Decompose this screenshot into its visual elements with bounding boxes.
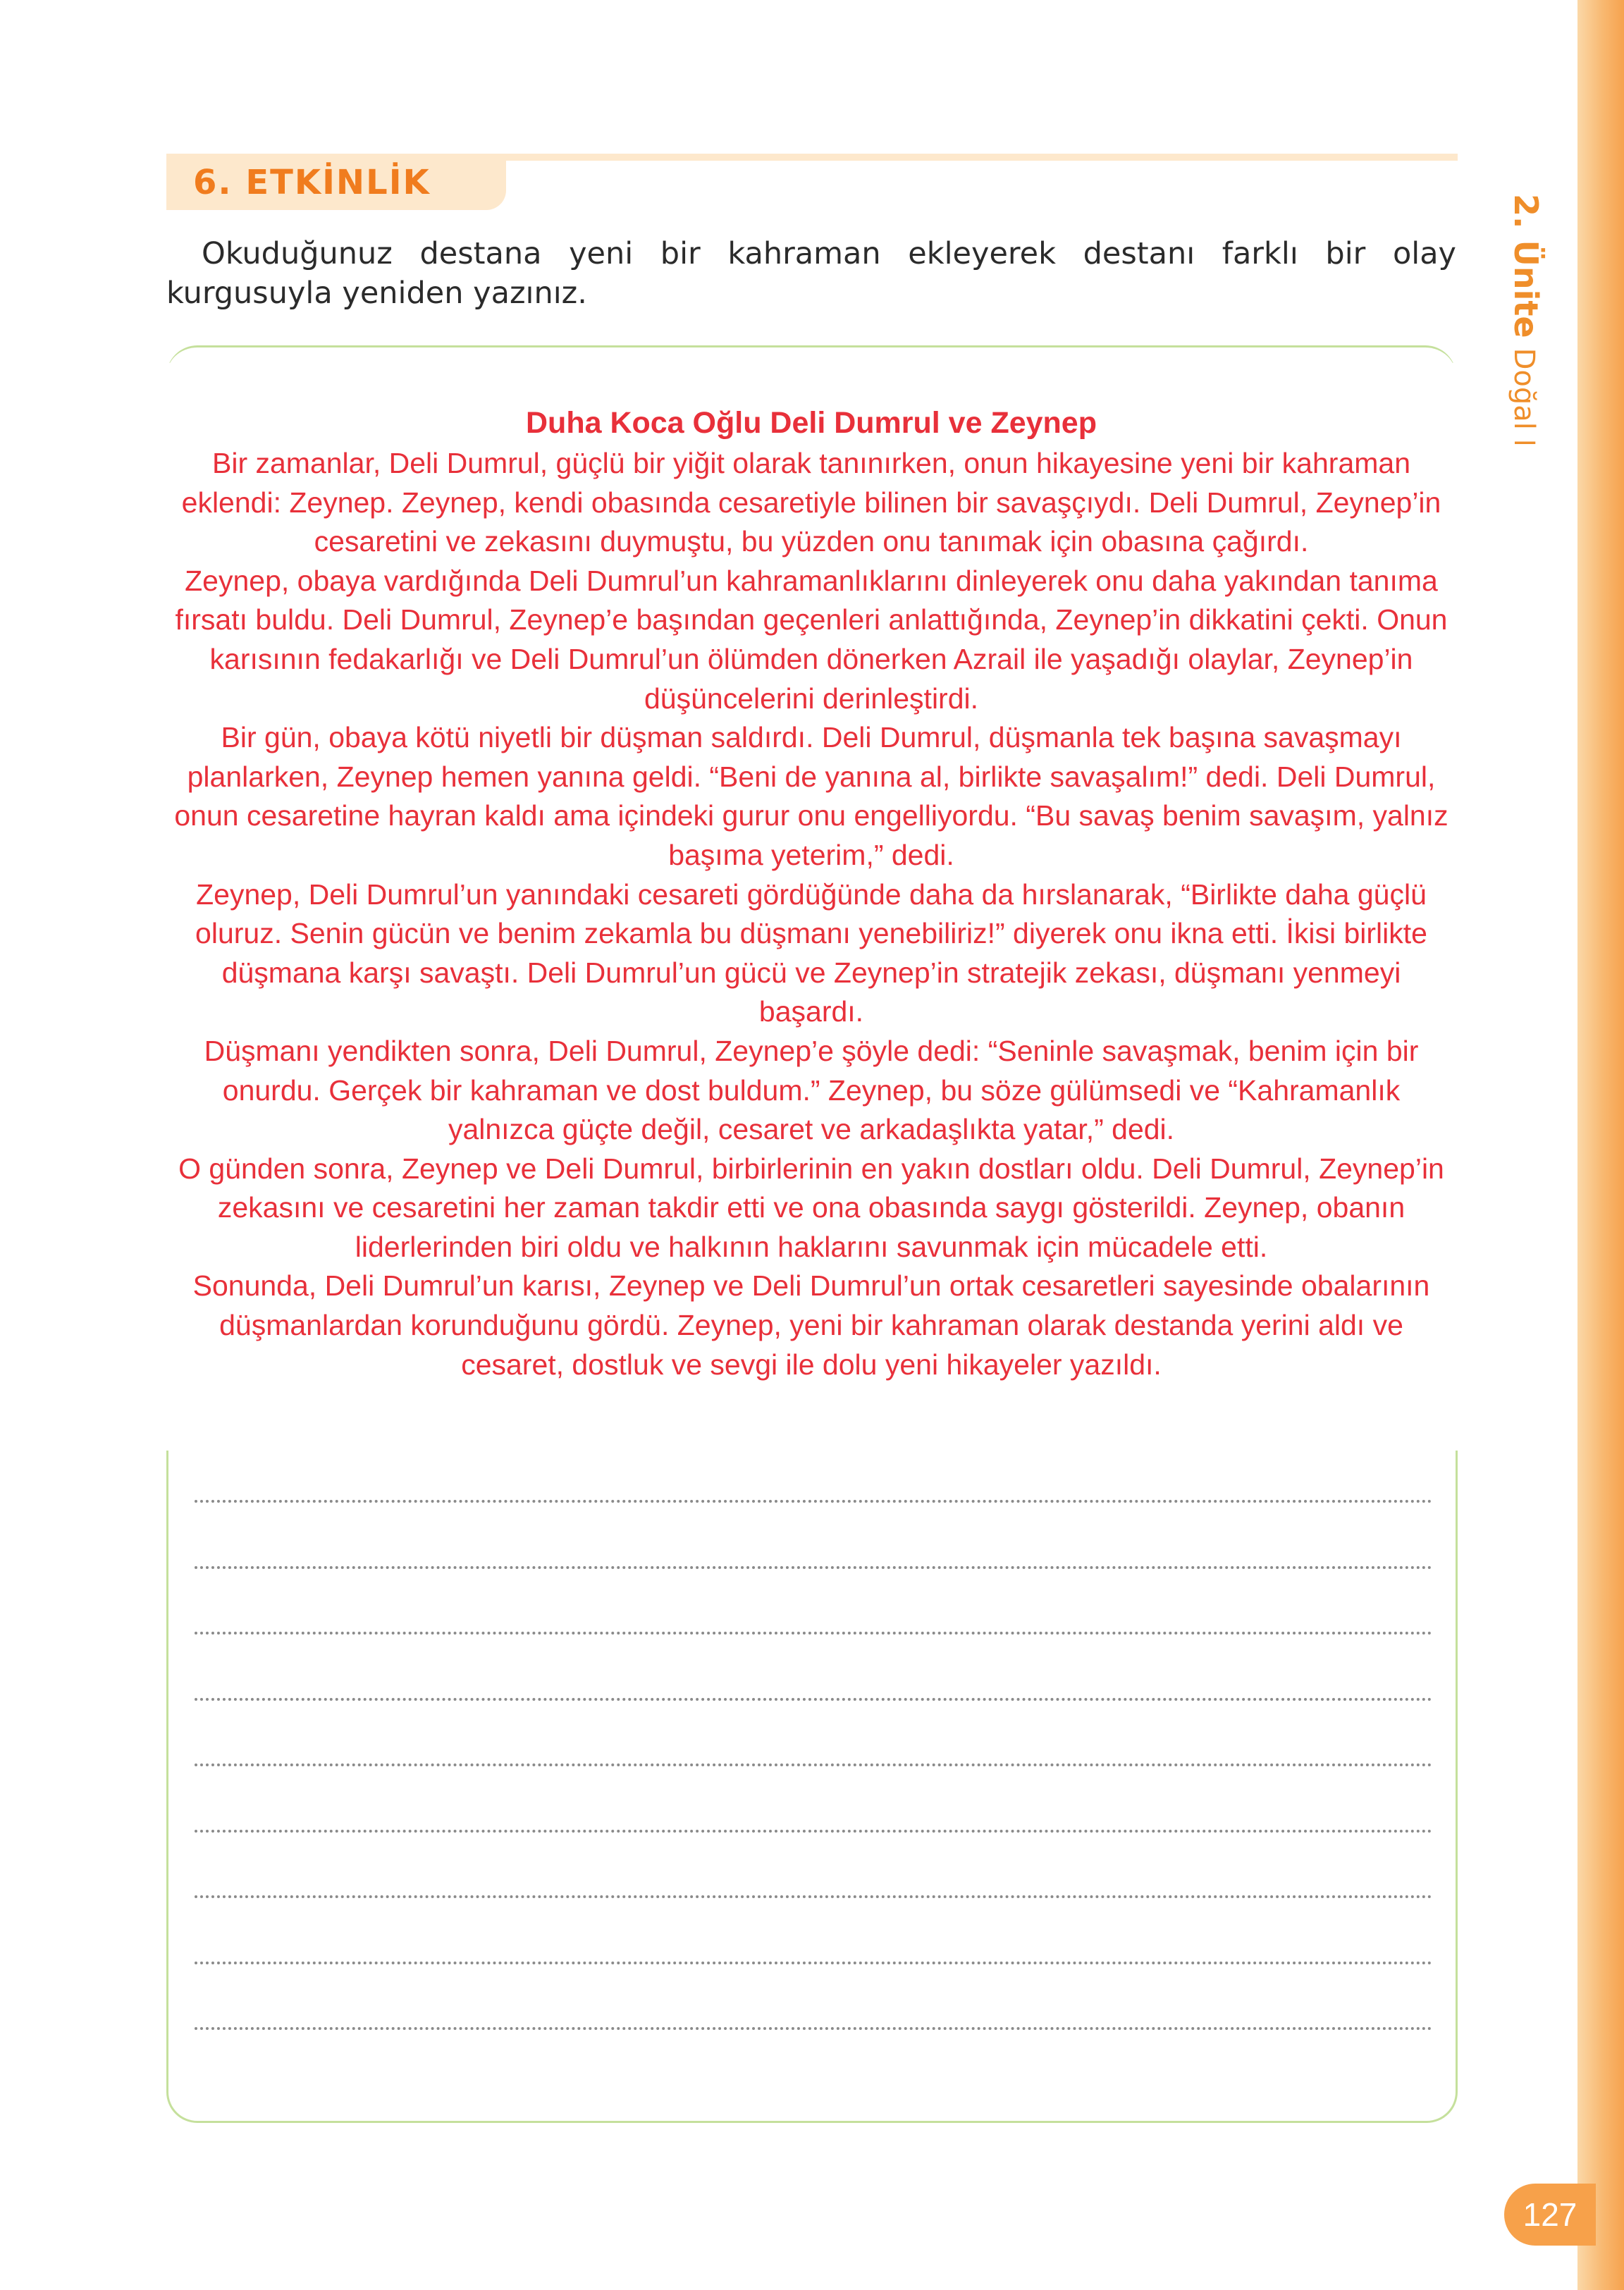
writing-line[interactable] bbox=[195, 1895, 1432, 1898]
activity-title: 6. ETKİNLİK bbox=[193, 163, 431, 202]
writing-line[interactable] bbox=[195, 1698, 1432, 1701]
writing-line[interactable] bbox=[195, 1763, 1432, 1766]
page-number: 127 bbox=[1522, 2196, 1577, 2233]
story-title: Duha Koca Oğlu Deli Dumrul ve Zeynep bbox=[526, 406, 1097, 440]
story-paragraph: Sonunda, Deli Dumrul’un karısı, Zeynep ve Deli Dumrul’un ortak cesaretleri sayesinde obalarının düşmanlardan korunduğunu gördü. Zeynep, yeni bir kahraman olarak destanda yerini aldı ve cesaret, dostluk ve sevgi ile dolu yeni hikayeler yazıldı. bbox=[192, 1269, 1430, 1381]
side-title-overlap bbox=[1506, 444, 1555, 655]
story-text-block bbox=[166, 402, 1456, 1384]
writing-line[interactable] bbox=[195, 2027, 1432, 2030]
story-paragraph: Zeynep, obaya vardığında Deli Dumrul’un kahramanlıklarını dinleyerek onu daha yakından tanıma fırsatı buldu. Deli Dumrul, Zeynep’e başından geçenleri anlattığında, Zeynep’in dikkatini çekti. Onun karısının fedakarlığı ve Deli Dumrul’un ölümden dönerken Azrail ile yaşadığı olaylar, Zeynep’in düşüncelerini derinleştirdi. bbox=[175, 564, 1448, 715]
writing-line[interactable] bbox=[195, 1566, 1432, 1569]
unit-number: 2. Ünite bbox=[1507, 194, 1545, 338]
writing-line[interactable] bbox=[195, 1632, 1432, 1635]
story-paragraph: Düşmanı yendikten sonra, Deli Dumrul, Zeynep’e şöyle dedi: “Seninle savaşmak, benim için bir onurdu. Gerçek bir kahraman ve dost buldum.” Zeynep, bu söze gülümsedi ve “Kahramanlık yalnızca güçte değil, cesaret ve arkadaşlıkta yatar,” dedi. bbox=[204, 1034, 1419, 1146]
writing-line[interactable] bbox=[195, 1962, 1432, 1964]
activity-instruction: Okuduğunuz destana yeni bir kahraman ekleyerek destanı farklı bir olay kurgusuyla yeniden yazınız. bbox=[166, 236, 1456, 311]
story-paragraph: Bir gün, obaya kötü niyetli bir düşman saldırdı. Deli Dumrul, düşmanla tek başına savaşmayı planlarken, Zeynep hemen yanına geldi. “Beni de yanına al, birlikte savaşalım!” dedi. Deli Dumrul, onun cesaretine hayran kaldı ama içindeki gurur onu engelliyordu. “Bu savaş benim savaşım, yalnız başıma yeterim,” dedi. bbox=[174, 721, 1448, 871]
story-paragraph: Bir zamanlar, Deli Dumrul, güçlü bir yiğit olarak tanınırken, onun hikayesine yeni bir kahraman eklendi: Zeynep. Zeynep, kendi obasında cesaretiyle bilinen bir savaşçıydı. Deli Dumrul, Zeynep’in cesaretini ve zekasını duymuştu, bu yüzden onu tanımak için obasına çağırdı. bbox=[181, 447, 1441, 558]
writing-line[interactable] bbox=[195, 1830, 1432, 1833]
writing-line[interactable] bbox=[195, 1500, 1432, 1503]
story-paragraph: O günden sonra, Zeynep ve Deli Dumrul, birbirlerinin en yakın dostları oldu. Deli Dumrul, Zeynep’in zekasını ve cesaretini her zaman takdir etti ve ona obasında saygı gösterildi. Zeynep, obanın liderlerinden biri oldu ve halkının haklarını savunmak için mücadele etti. bbox=[178, 1152, 1444, 1263]
page-edge-strip bbox=[1577, 0, 1624, 2290]
answer-panel bbox=[166, 1451, 1458, 2123]
story-paragraph: Zeynep, Deli Dumrul’un yanındaki cesareti gördüğünde daha da hırslanarak, “Birlikte daha güçlü oluruz. Senin gücün ve benim zekamla bu düşmanı yenebiliriz!” diyerek onu ikna etti. İkisi birlikte düşmana karşı savaştı. Deli Dumrul’un gücü ve Zeynep’in stratejik zekası, düşmanı yenmeyi başardı. bbox=[195, 878, 1427, 1028]
